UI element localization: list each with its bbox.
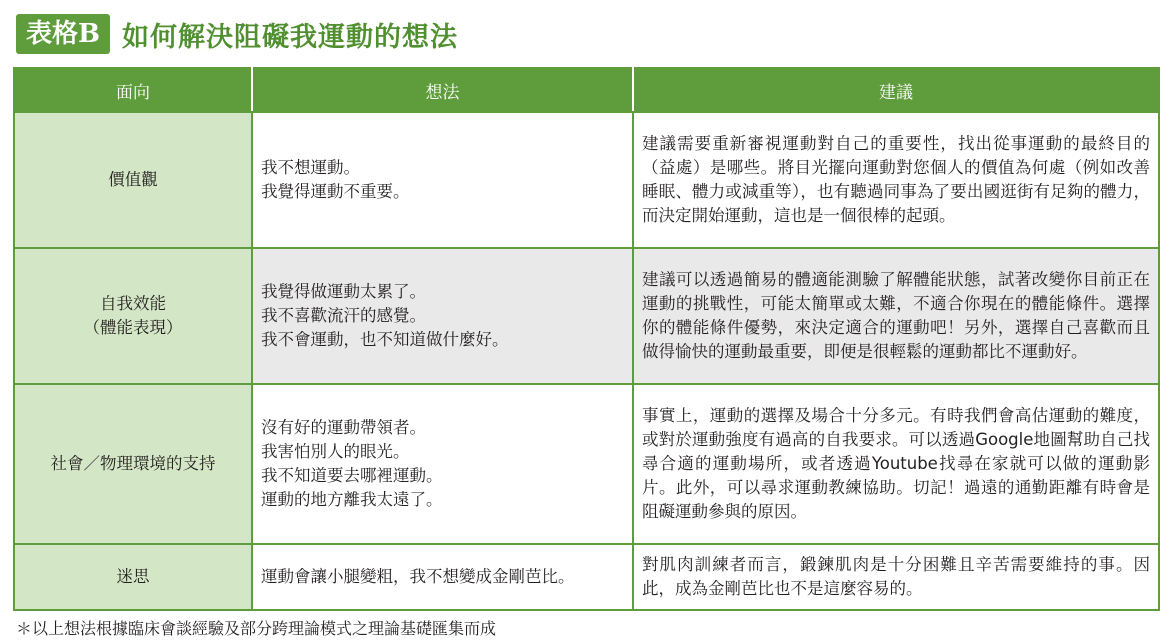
thought-line: 我不喜歡流汗的感覺。 xyxy=(261,306,426,325)
advice-table xyxy=(13,67,1160,611)
table-badge: 表格B xyxy=(16,14,110,54)
table-row-self-efficacy xyxy=(14,248,1159,384)
thought-cell xyxy=(252,112,633,248)
aspect-cell xyxy=(14,112,252,248)
aspect-label: 迷思 xyxy=(116,567,150,586)
thought-line: 我不想運動。 xyxy=(261,158,360,177)
table-row-values xyxy=(14,112,1159,248)
aspect-cell xyxy=(14,544,252,610)
thought-line: 沒有好的運動帶領者。 xyxy=(261,418,426,437)
footnote: ＊以上想法根據臨床會談經驗及部分跨理論模式之理論基礎匯集而成 xyxy=(16,619,497,638)
advice-cell: 事實上，運動的選擇及場合十分多元。有時我們會高估運動的難度，或對於運動強度有過高的自我要求。可以透過Google地圖幫助自己找尋合適的運動場所，或者透過Youtube找尋在家就可以做的運動影片。此外，可以尋求運動教練協助。切記！過遠的通勤距離有時會是阻礙運動參與的原因。 xyxy=(633,384,1159,544)
column-header-aspect: 面向 xyxy=(14,68,252,112)
table-row-myth xyxy=(14,544,1159,610)
advice-cell: 建議需要重新審視運動對自己的重要性，找出從事運動的最終目的（益處）是哪些。將目光擺向運動對您個人的價值為何處（例如改善睡眠、體力或減重等），也有聽過同事為了要出國逛街有足夠的體力，而決定開始運動，這也是一個很棒的起頭。 xyxy=(633,112,1159,248)
thought-cell: 運動會讓小腿變粗，我不想變成金剛芭比。 xyxy=(252,544,633,610)
advice-cell: 建議可以透過簡易的體適能測驗了解體能狀態，試著改變你目前正在運動的挑戰性，可能太簡單或太難，不適合你現在的體能條件。選擇你的體能條件優勢，來決定適合的運動吧！另外，選擇自己喜歡而且做得愉快的運動最重要，即便是很輕鬆的運動都比不運動好。 xyxy=(633,248,1159,384)
thought-line: 我不會運動，也不知道做什麼好。 xyxy=(261,330,509,349)
advice-cell: 對肌肉訓練者而言，鍛鍊肌肉是十分困難且辛苦需要維持的事。因此，成為金剛芭比也不是這麼容易的。 xyxy=(633,544,1159,610)
thought-line: 我覺得運動不重要。 xyxy=(261,182,410,201)
aspect-sublabel: （體能表現） xyxy=(83,318,183,337)
aspect-label: 價值觀 xyxy=(108,170,158,189)
aspect-cell xyxy=(14,384,252,544)
thought-line: 我害怕別人的眼光。 xyxy=(261,442,410,461)
thought-cell xyxy=(252,384,633,544)
thought-line: 運動的地方離我太遠了。 xyxy=(261,490,443,509)
table-title-row xyxy=(16,14,458,54)
table-title: 如何解決阻礙我運動的想法 xyxy=(121,21,458,53)
aspect-cell xyxy=(14,248,252,384)
thought-line: 我不知道要去哪裡運動。 xyxy=(261,466,443,485)
aspect-label: 社會／物理環境的支持 xyxy=(50,454,216,473)
table-header-row xyxy=(14,68,1159,112)
aspect-label: 自我效能 xyxy=(100,294,166,313)
column-header-advice: 建議 xyxy=(633,68,1159,112)
thought-line: 我覺得做運動太累了。 xyxy=(261,282,426,301)
column-header-thought: 想法 xyxy=(252,68,633,112)
table-row-environment xyxy=(14,384,1159,544)
thought-cell xyxy=(252,248,633,384)
